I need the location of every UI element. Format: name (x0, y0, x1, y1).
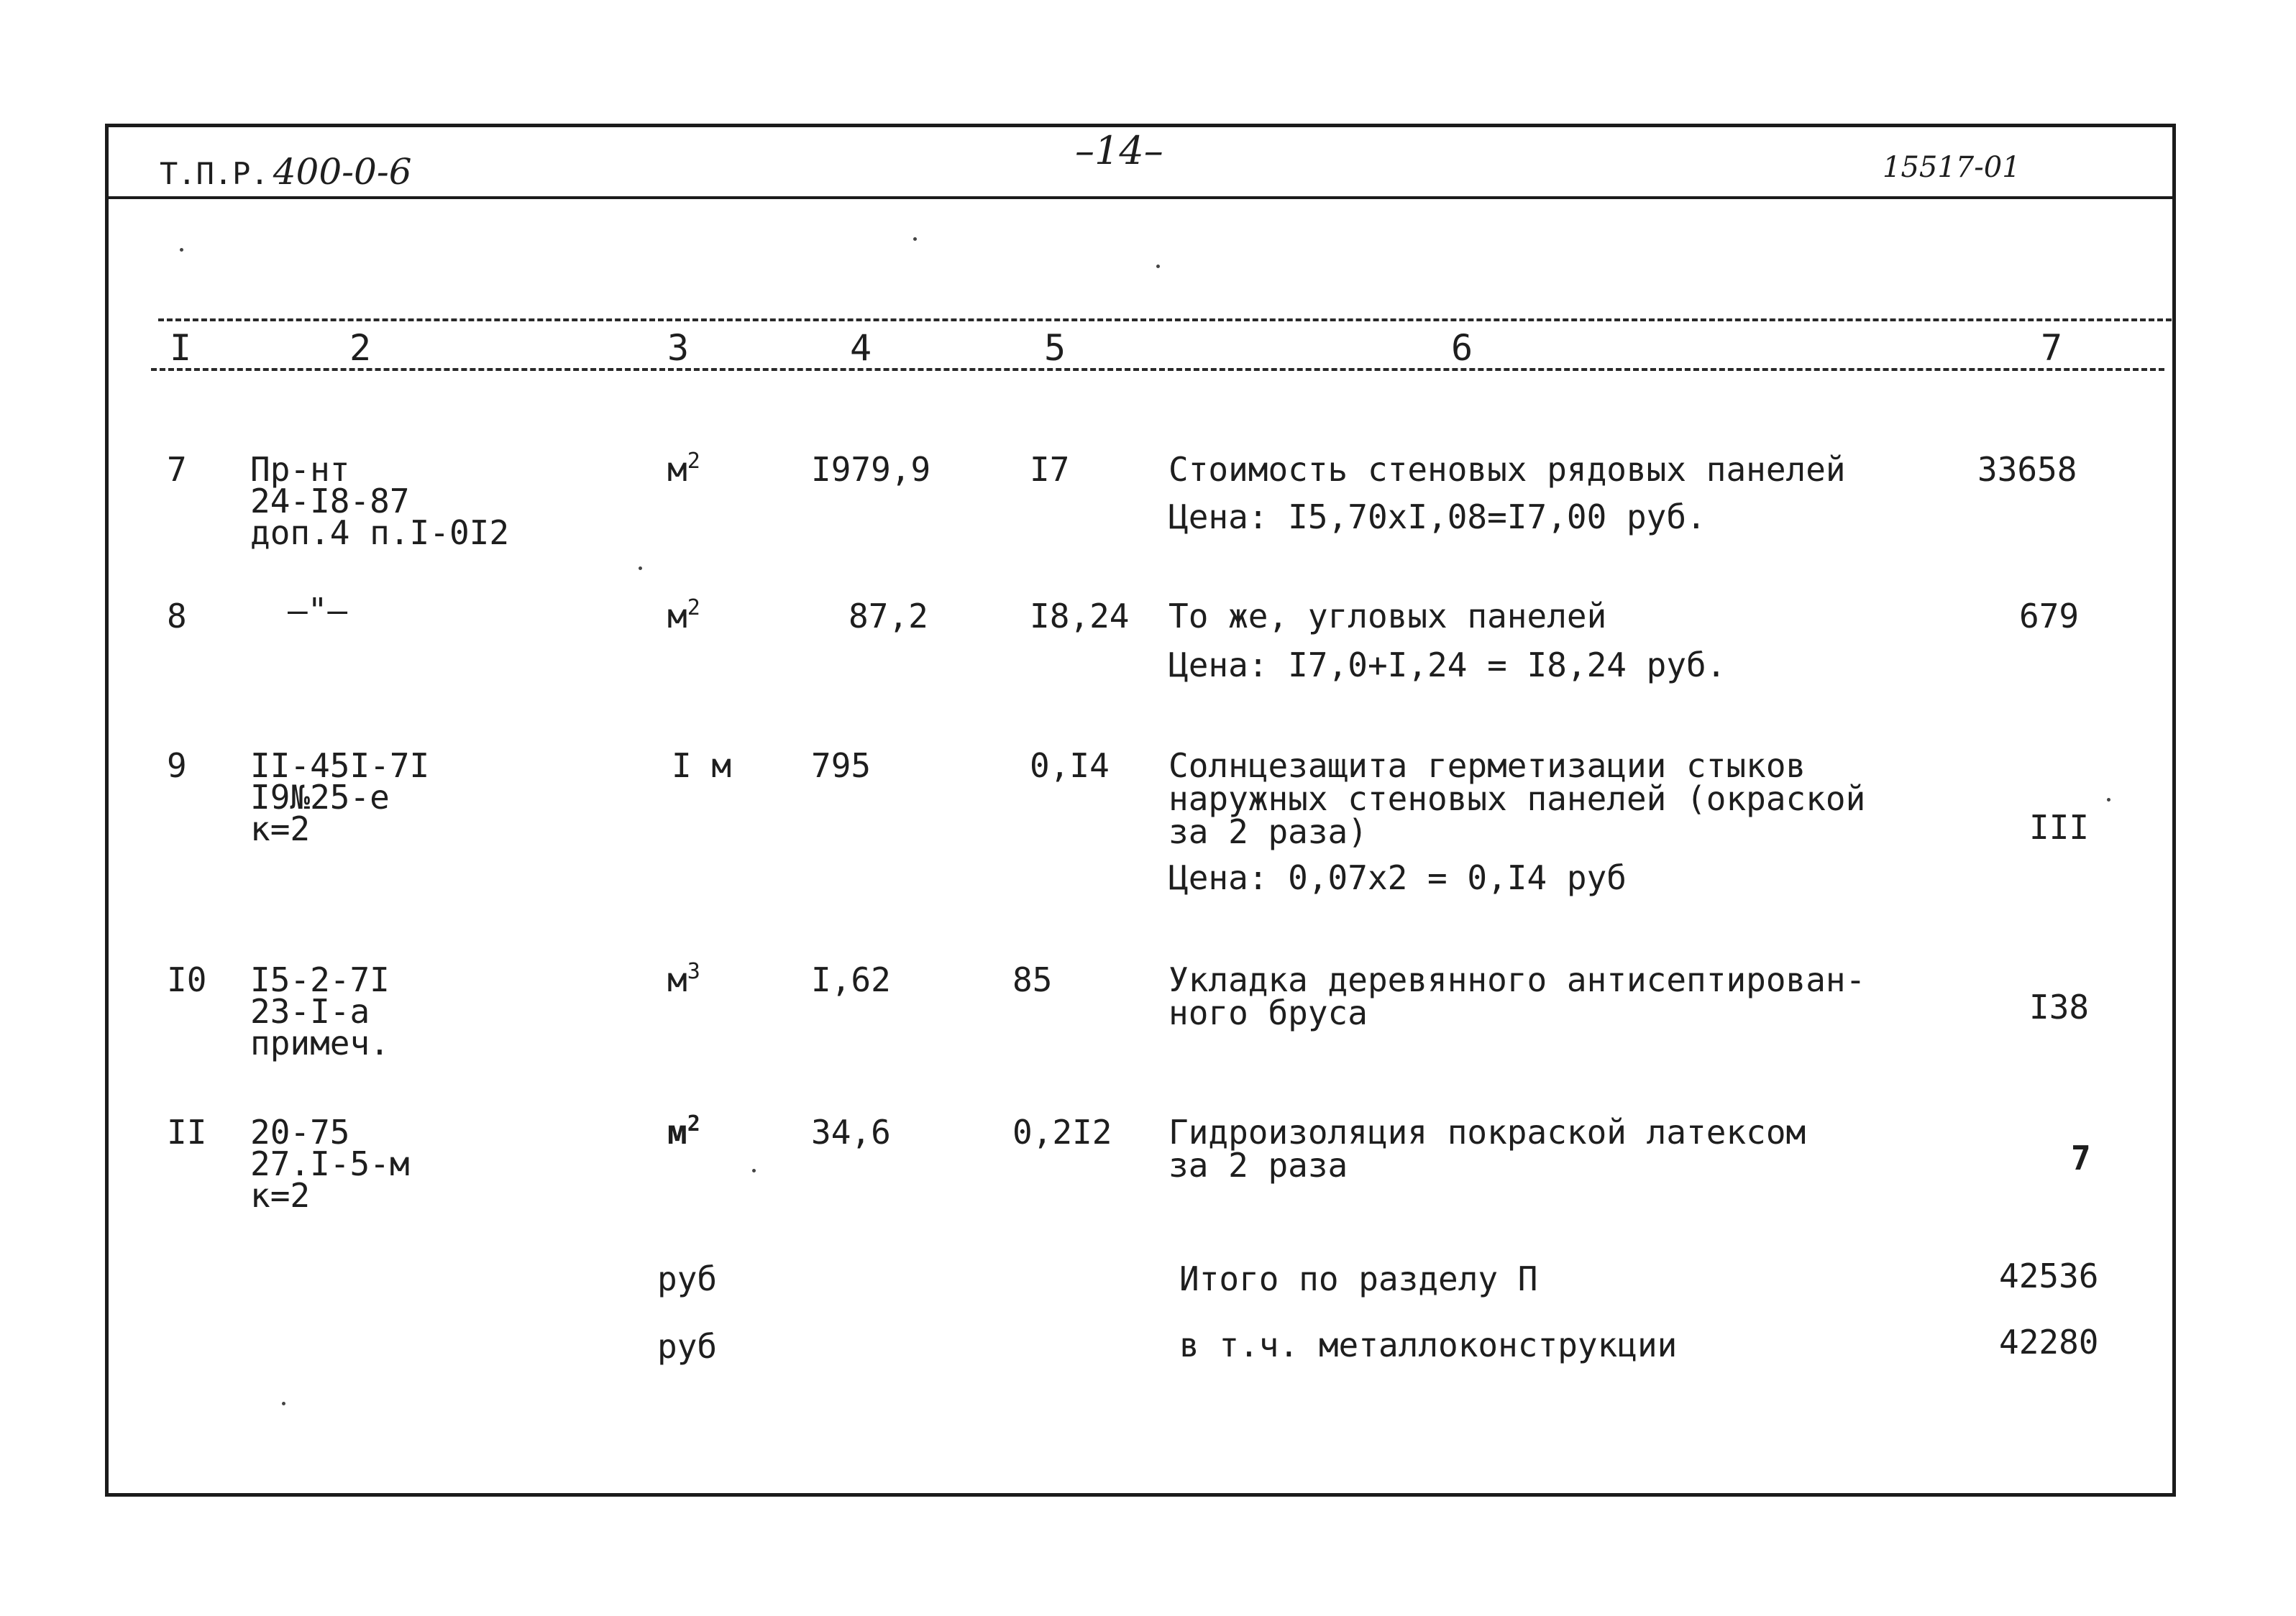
row-reference (250, 1114, 410, 1213)
document-code: 15517-01 (1883, 151, 2021, 184)
row-price-note: Цена: 0,07x2 = 0,I4 руб (1168, 858, 1627, 897)
reference-line: 23-I-а (250, 992, 370, 1031)
reference-line: доп.4 п.I-0I2 (250, 513, 510, 552)
description-line: наружных стеновых панелей (окраской (1168, 779, 1866, 818)
scan-speck (1156, 265, 1160, 268)
row-description (1168, 962, 1865, 1031)
scan-speck (180, 248, 183, 252)
row-reference (250, 748, 429, 847)
scan-speck (913, 237, 917, 241)
column-band-bottom (151, 368, 2164, 371)
scan-speck (282, 1402, 285, 1405)
row-rate: I7 (1030, 450, 1070, 489)
description-line: за 2 раза (1168, 1146, 1348, 1185)
scan-speck (639, 566, 642, 570)
series-number: 400-0-6 (273, 151, 412, 193)
column-number-1: I (170, 327, 192, 369)
summary-value: 42280 (1999, 1323, 2099, 1362)
reference-line: 24-I8-87 (250, 482, 410, 520)
row-number: 8 (167, 597, 187, 635)
row-reference (250, 451, 509, 551)
row-quantity: 795 (811, 746, 872, 785)
row-reference (250, 962, 390, 1061)
reference-line: I5-2-7I (250, 960, 390, 999)
row-number: 9 (167, 746, 187, 785)
row-description (1168, 451, 1846, 487)
row-total: III (2029, 808, 2090, 847)
reference-line: к=2 (250, 809, 311, 848)
reference-line: 27.I-5-м (250, 1144, 410, 1183)
row-total: 679 (2019, 597, 2080, 635)
summary-unit: руб (657, 1327, 718, 1366)
column-number-4: 4 (850, 327, 872, 369)
row-price-note: Цена: I7,0+I,24 = I8,24 руб. (1168, 646, 1726, 684)
row-description (1168, 1114, 1806, 1183)
row-unit: $м^2$ (667, 1111, 700, 1152)
row-unit: $м^2$ (667, 595, 700, 635)
row-rate: 85 (1012, 960, 1053, 999)
row-description (1168, 598, 1606, 634)
column-band-top (158, 318, 2172, 321)
reference-line: I9№25-е (250, 778, 390, 817)
reference-line: примеч. (250, 1024, 390, 1062)
reference-line: 20-75 (250, 1113, 350, 1152)
scan-speck (752, 1169, 756, 1172)
row-number: II (167, 1113, 207, 1152)
row-description (1168, 748, 1865, 850)
summary-unit: руб (657, 1259, 718, 1298)
description-line: ного бруса (1168, 993, 1368, 1032)
row-total: 7 (2071, 1139, 2091, 1177)
description-line: Солнцезащита герметизации стыков (1168, 746, 1806, 785)
reference-line: Пр-нт (250, 450, 350, 489)
header-divider (109, 196, 2172, 199)
row-price-note: Цена: I5,70xI,08=I7,00 руб. (1168, 497, 1706, 536)
row-quantity: 34,6 (811, 1113, 891, 1152)
series-prefix: Т.П.Р. (160, 156, 269, 191)
row-quantity: I,62 (811, 960, 891, 999)
row-unit: I м (672, 746, 732, 785)
row-number: I0 (167, 960, 207, 999)
row-total: 33658 (1977, 450, 2077, 489)
row-number: 7 (167, 450, 187, 489)
reference-line: –"– (288, 591, 348, 630)
description-line: Стоимость стеновых рядовых панелей (1168, 450, 1846, 489)
scan-speck (2107, 798, 2110, 802)
row-rate: 0,2I2 (1012, 1113, 1112, 1152)
column-number-5: 5 (1044, 327, 1066, 369)
summary-label: в т.ч. металлоконструкции (1179, 1326, 1678, 1364)
column-number-7: 7 (2041, 327, 2063, 369)
page-number: –14– (1075, 128, 1163, 173)
reference-line: к=2 (250, 1176, 311, 1215)
row-unit: $м^3$ (667, 959, 700, 999)
column-number-3: 3 (667, 327, 690, 369)
column-number-2: 2 (349, 327, 372, 369)
row-quantity: I979,9 (811, 450, 931, 489)
summary-value: 42536 (1999, 1257, 2099, 1295)
reference-line: II-45I-7I (250, 746, 430, 785)
row-unit: $м^2$ (667, 449, 700, 489)
row-reference (288, 592, 347, 628)
row-quantity: 87,2 (849, 597, 928, 635)
row-rate: I8,24 (1030, 597, 1130, 635)
summary-label: Итого по разделу П (1179, 1259, 1538, 1298)
description-line: Гидроизоляция покраской латексом (1168, 1113, 1806, 1152)
row-rate: 0,I4 (1030, 746, 1110, 785)
description-line: Укладка деревянного антисептирован- (1168, 960, 1866, 999)
description-line: То же, угловых панелей (1168, 597, 1607, 635)
description-line: за 2 раза) (1168, 812, 1368, 851)
row-total: I38 (2029, 988, 2090, 1027)
column-number-6: 6 (1451, 327, 1473, 369)
header-series (160, 151, 412, 193)
